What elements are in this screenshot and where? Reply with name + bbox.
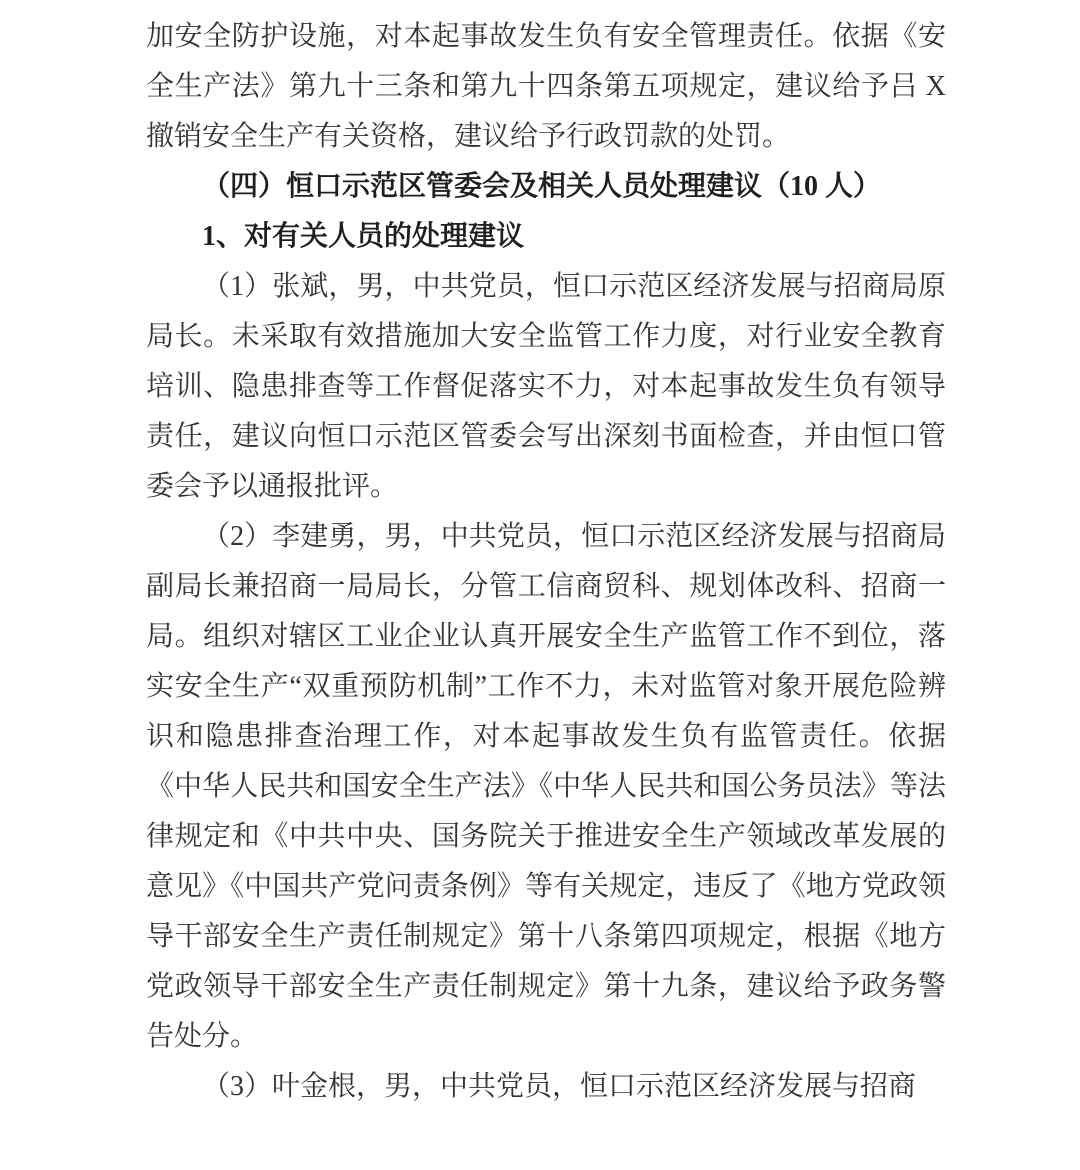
paragraph-person-2-li-jianyong: （2）李建勇，男，中共党员，恒口示范区经济发展与招商局副局长兼招商一局局长，分管工信商贸科、规划体改科、招商一局。组织对辖区工业企业认真开展安全生产监管工作不到位，落实安全生产“双重预防机制”工作不力，未对监管对象开展危险辨识和隐患排查治理工作，对本起事故发生负有监管责任。依据《中华人民共和国安全生产法》《中华人民共和国公务员法》等法律规定和《中共中央、国务院关于推进安全生产领域改革发展的意见》《中国共产党问责条例》等有关规定，违反了《地方党政领导干部安全生产责任制规定》第十八条第四项规定，根据《地方党政领导干部安全生产责任制规定》第十九条，建议给予政务警告处分。 — [146, 521, 946, 1052]
section-heading-hengkou-recommendations: （四）恒口示范区管委会及相关人员处理建议（10 人） — [202, 171, 882, 202]
paragraph-continuation-lv-x-penalty: 加安全防护设施，对本起事故发生负有安全管理责任。依据《安全生产法》第九十三条和第九十四条第五项规定，建议给予吕 X撤销安全生产有关资格，建议给予行政罚款的处罚。 — [146, 21, 946, 152]
subsection-heading-personnel-recommendations: 1、对有关人员的处理建议 — [202, 221, 525, 252]
document-text-block — [146, 12, 946, 1112]
paragraph-person-3-ye-jingen-partial: （3）叶金根，男，中共党员，恒口示范区经济发展与招商 — [202, 1071, 917, 1102]
paragraph-person-1-zhang-bin: （1）张斌，男，中共党员，恒口示范区经济发展与招商局原局长。未采取有效措施加大安全监管工作力度，对行业安全教育培训、隐患排查等工作督促落实不力，对本起事故发生负有领导责任，建议向恒口示范区管委会写出深刻书面检查，并由恒口管委会予以通报批评。 — [146, 271, 946, 502]
